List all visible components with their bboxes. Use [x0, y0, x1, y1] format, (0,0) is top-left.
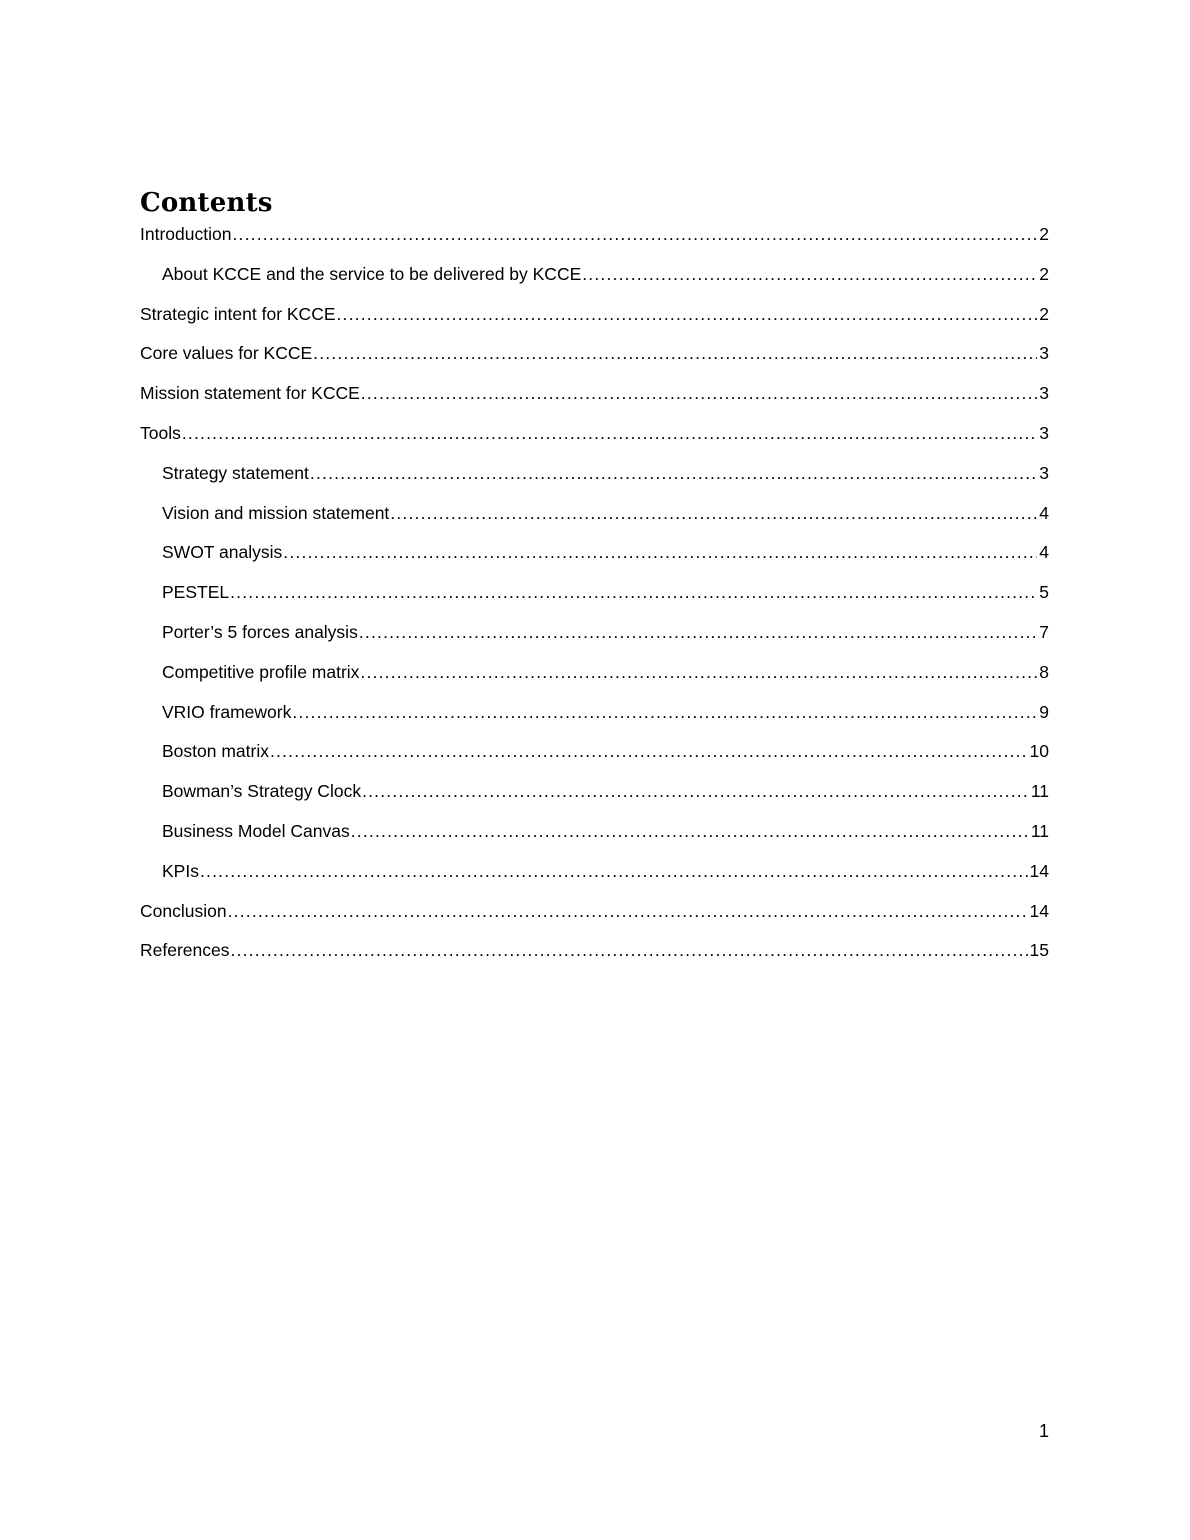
- toc-entry-vrio-framework[interactable]: [140, 701, 1049, 741]
- table-of-contents: [140, 186, 1049, 979]
- toc-entry-page: 7: [1039, 621, 1049, 642]
- toc-entry-page: 2: [1039, 263, 1049, 284]
- toc-entry-label: Vision and mission statement: [162, 502, 390, 523]
- toc-entry-page: 3: [1039, 343, 1049, 364]
- toc-dot-leader: [359, 621, 1037, 643]
- toc-entry-page: 3: [1039, 383, 1049, 404]
- toc-entry-label: Strategic intent for KCCE: [140, 303, 336, 324]
- toc-entry-page: 2: [1039, 224, 1049, 244]
- toc-entry-label: Boston matrix: [162, 741, 269, 762]
- toc-dot-leader: [351, 820, 1029, 842]
- toc-entry-label: KPIs: [162, 860, 199, 881]
- toc-entry-about-kcce[interactable]: [140, 263, 1049, 303]
- toc-entry-vision-mission[interactable]: [140, 502, 1049, 542]
- toc-dot-leader: [231, 939, 1028, 961]
- toc-entry-porters-5-forces[interactable]: [140, 621, 1049, 661]
- toc-dot-leader: [228, 900, 1028, 922]
- toc-entry-page: 4: [1039, 502, 1049, 523]
- toc-dot-leader: [582, 263, 1037, 285]
- toc-dot-leader: [292, 701, 1037, 723]
- toc-dot-leader: [313, 342, 1037, 364]
- toc-entry-page: 3: [1039, 462, 1049, 483]
- toc-entry-page: 9: [1039, 701, 1049, 722]
- toc-entry-page: 2: [1039, 303, 1049, 324]
- toc-dot-leader: [337, 303, 1038, 325]
- toc-entry-label: VRIO framework: [162, 701, 292, 722]
- page-number: 1: [1038, 1421, 1049, 1441]
- toc-entry-strategy-statement[interactable]: [140, 462, 1049, 502]
- toc-entry-tools[interactable]: [140, 422, 1049, 462]
- toc-entry-kpis[interactable]: [140, 860, 1049, 900]
- toc-entry-label: About KCCE and the service to be delivered by KCCE: [162, 263, 582, 284]
- toc-entry-strategic-intent[interactable]: [140, 303, 1049, 343]
- toc-entry-conclusion[interactable]: [140, 900, 1049, 940]
- toc-entry-page: 14: [1029, 860, 1049, 881]
- toc-dot-leader: [360, 661, 1037, 683]
- toc-dot-leader: [361, 382, 1037, 404]
- toc-dot-leader: [182, 422, 1037, 444]
- toc-entry-page: 3: [1039, 422, 1049, 443]
- toc-entry-label: Strategy statement: [162, 462, 309, 483]
- toc-entry-page: 4: [1039, 542, 1049, 563]
- toc-entry-label: SWOT analysis: [162, 542, 283, 563]
- toc-dot-leader: [310, 462, 1037, 484]
- toc-entry-label: Introduction: [140, 224, 232, 244]
- toc-entry-boston-matrix[interactable]: [140, 740, 1049, 780]
- toc-entry-label: Tools: [140, 422, 181, 443]
- toc-entry-swot-analysis[interactable]: [140, 541, 1049, 581]
- toc-dot-leader: [230, 581, 1037, 603]
- toc-dot-leader: [200, 860, 1028, 882]
- toc-entry-label: References: [140, 940, 230, 961]
- toc-dot-leader: [390, 502, 1037, 524]
- toc-title: Contents: [140, 188, 273, 218]
- toc-dot-leader: [232, 223, 1037, 245]
- toc-entry-core-values[interactable]: [140, 342, 1049, 382]
- toc-entry-page: 11: [1030, 781, 1049, 802]
- toc-entry-references[interactable]: [140, 939, 1049, 979]
- toc-entry-page: 14: [1029, 900, 1049, 921]
- toc-list: [140, 223, 1049, 979]
- toc-entry-label: PESTEL: [162, 582, 230, 603]
- toc-entry-label: Business Model Canvas: [162, 820, 350, 841]
- toc-entry-label: Mission statement for KCCE: [140, 383, 360, 404]
- toc-entry-mission-statement[interactable]: [140, 382, 1049, 422]
- toc-entry-page: 15: [1029, 940, 1049, 961]
- toc-dot-leader: [283, 541, 1037, 563]
- toc-entry-page: 5: [1039, 582, 1049, 603]
- toc-entry-label: Core values for KCCE: [140, 343, 313, 364]
- toc-entry-pestel[interactable]: [140, 581, 1049, 621]
- toc-entry-page: 10: [1029, 741, 1049, 762]
- toc-dot-leader: [270, 740, 1028, 762]
- toc-entry-page: 11: [1030, 820, 1049, 841]
- toc-entry-business-model-canvas[interactable]: [140, 820, 1049, 860]
- toc-entry-label: Conclusion: [140, 900, 227, 921]
- toc-entry-competitive-profile-matrix[interactable]: [140, 661, 1049, 701]
- toc-entry-label: Bowman’s Strategy Clock: [162, 781, 362, 802]
- toc-entry-introduction[interactable]: [140, 223, 1049, 263]
- toc-entry-bowmans-strategy-clock[interactable]: [140, 780, 1049, 820]
- toc-entry-label: Competitive profile matrix: [162, 661, 360, 682]
- toc-entry-page: 8: [1039, 661, 1049, 682]
- toc-entry-label: Porter’s 5 forces analysis: [162, 621, 358, 642]
- toc-dot-leader: [362, 780, 1029, 802]
